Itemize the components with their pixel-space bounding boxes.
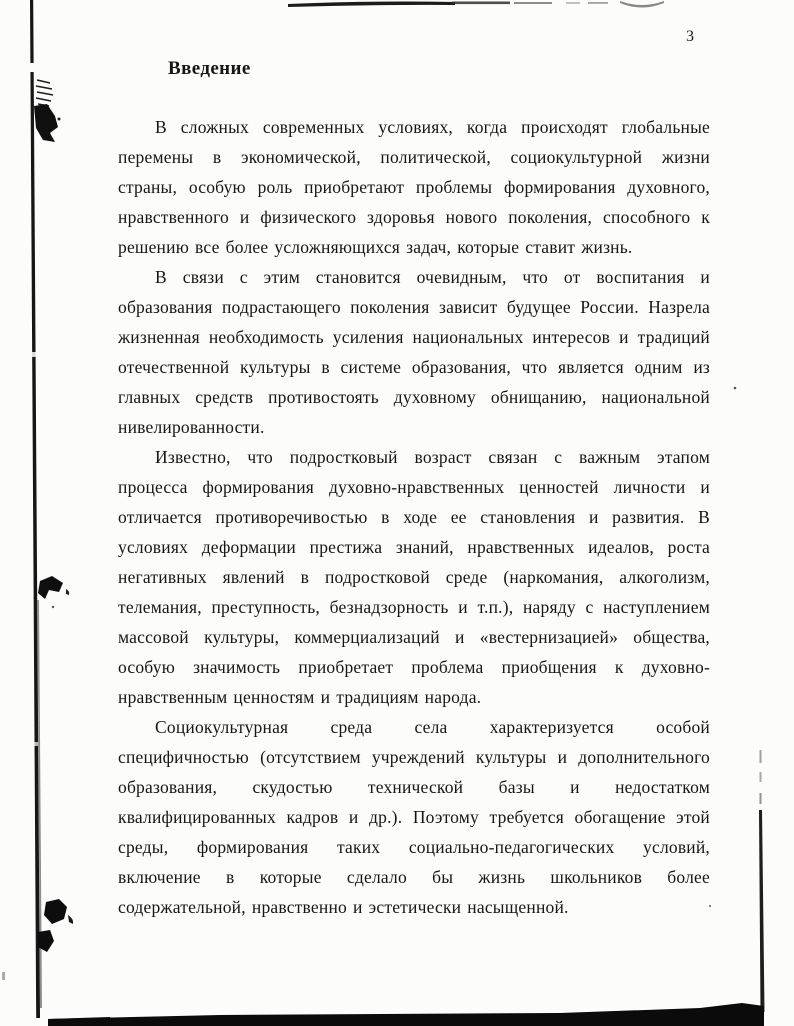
text-line: особую значимость приобретает проблема приобщения к духовно- [118, 657, 710, 677]
text-line: нравственного и физического здоровья нового поколения, способного к [118, 207, 710, 227]
text-line: негативных явлений в подростковой среде (наркомания, алкоголизм, [118, 567, 710, 587]
text-line: квалифицированных кадров и др.). Поэтому требуется обогащение этой [118, 807, 710, 827]
text-line: отечественной культуры в системе образования, что является одним из [118, 357, 710, 377]
text-line: жизненная необходимость усиления национальных интересов и традиций [118, 327, 710, 347]
text-line: Социокультурная среда села характеризуется особой [155, 717, 710, 737]
section-title: Введение [168, 58, 251, 79]
text-line: Известно, что подростковый возраст связан с важным этапом [155, 447, 710, 467]
text-line: условиях деформации престижа знаний, нравственных идеалов, роста [118, 537, 710, 557]
text-line: перемены в экономической, политической, социокультурной жизни [118, 147, 710, 167]
left-edge-vertical-line-artifact [28, 0, 42, 1018]
ink-blob-lower-left-artifact [38, 899, 73, 952]
text-line: образования подрастающего поколения зависит будущее России. Назрела [118, 297, 710, 317]
top-edge-streak-artifact [288, 1, 664, 8]
text-line: В сложных современных условиях, когда происходят глобальные [155, 117, 710, 137]
text-line: содержательной, нравственно и эстетически насыщенной. [118, 897, 569, 917]
text-line: нравственным ценностям и традициям народа. [118, 687, 482, 707]
paragraph [118, 262, 710, 442]
text-line: нивелированности. [118, 417, 265, 437]
page-number: 3 [686, 28, 695, 45]
text-line: специфичностью (отсутствием учреждений культуры и дополнительного [118, 747, 710, 767]
paragraph [118, 112, 710, 262]
text-line: страны, особую роль приобретают проблемы формирования духовного, [118, 177, 710, 197]
text-line: среды, формирования таких социально-педагогических условий, [118, 837, 710, 857]
text-line: массовой культуры, коммерциализаций и «вестернизацией» общества, [118, 627, 710, 647]
paragraph [118, 712, 710, 922]
text-line: образования, скудостью технической базы и недостатком [118, 777, 710, 797]
bottom-edge-black-bar-artifact [48, 1003, 764, 1026]
text-line: телемания, преступность, безнадзорность и т.п.), наряду с наступлением [118, 597, 710, 617]
ink-blob-upper-left-artifact [34, 80, 61, 142]
right-edge-vertical-line-artifact [759, 750, 765, 1012]
text-line: отличается противоречивостью в ходе ее становления и развития. В [118, 507, 710, 527]
text-line: решению все более усложняющихся задач, которые ставит жизнь. [118, 237, 633, 257]
paragraph [118, 442, 710, 712]
text-line: включение в которые сделало бы жизнь школьников более [118, 867, 710, 887]
text-block [118, 112, 710, 922]
text-line: главных средств противостоять духовному обнищанию, национальной [118, 387, 710, 407]
ink-blob-middle-left-artifact [38, 576, 69, 608]
text-line: В связи с этим становится очевидным, что от воспитания и [155, 267, 710, 287]
text-line: процесса формирования духовно-нравственных ценностей личности и [118, 477, 710, 497]
